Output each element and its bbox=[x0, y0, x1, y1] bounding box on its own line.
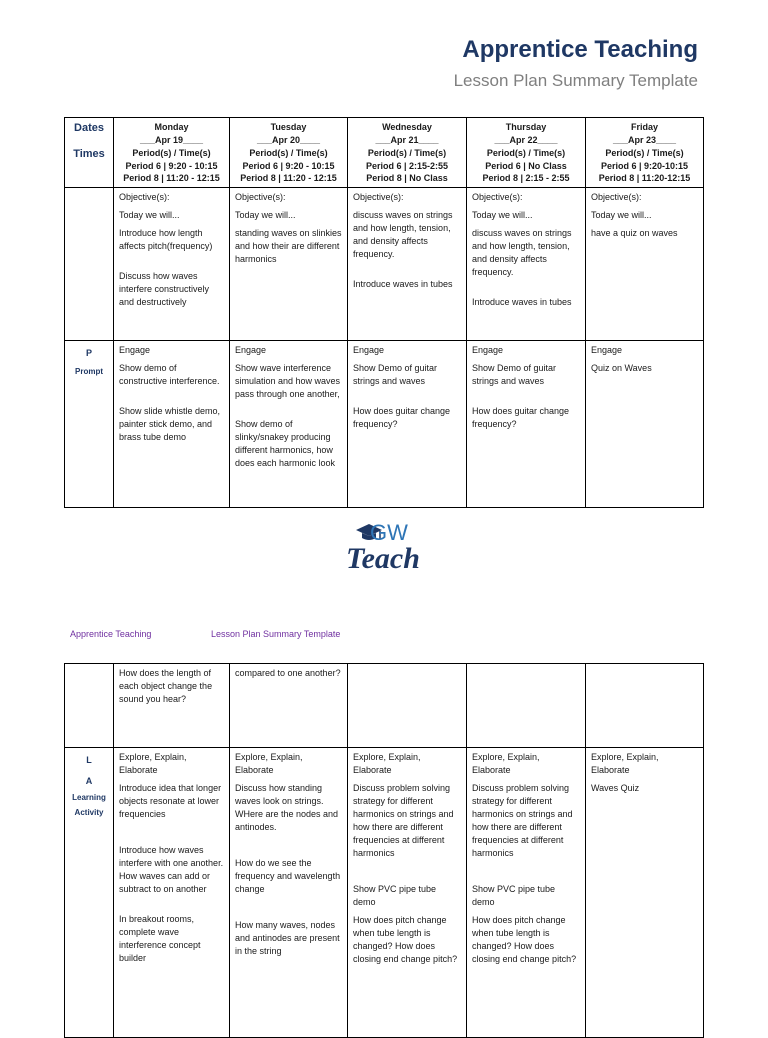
period-8-time: Period 8 | 2:15 - 2:55 bbox=[482, 173, 570, 183]
explore-text: Discuss problem solving strategy for different harmonics on strings and how there are different frequencies at different harmonics bbox=[472, 783, 573, 858]
day-name: Monday bbox=[154, 122, 189, 132]
period-heading: Period(s) / Time(s) bbox=[605, 148, 684, 158]
day-header-tuesday bbox=[230, 118, 348, 188]
continued-cell-thursday bbox=[467, 664, 586, 748]
explore-cell-monday bbox=[114, 748, 230, 1038]
period-8-time: Period 8 | No Class bbox=[366, 173, 448, 183]
explore-text: Introduce how waves interfere with one another. How waves can add or subtract to on another bbox=[119, 845, 224, 894]
engage-text: Show Demo of guitar strings and waves bbox=[353, 363, 438, 386]
engage-text: Quiz on Waves bbox=[591, 363, 652, 373]
engage-cell-friday bbox=[586, 341, 704, 508]
objective-text: Introduce how length affects pitch(frequency) bbox=[119, 228, 213, 251]
objective-cell-thursday bbox=[467, 188, 586, 341]
continued-text: compared to one another? bbox=[235, 668, 341, 678]
day-date: ___Apr 19____ bbox=[139, 135, 204, 145]
l-letter: L bbox=[86, 755, 92, 765]
objective-text: Today we will... bbox=[119, 210, 180, 220]
objective-text: Today we will... bbox=[591, 210, 652, 220]
times-label: Times bbox=[73, 148, 105, 160]
period-heading: Period(s) / Time(s) bbox=[486, 148, 566, 158]
day-name: Wednesday bbox=[382, 122, 432, 132]
period-8-time: Period 8 | 11:20-12:15 bbox=[598, 173, 691, 183]
prompt-label-cell bbox=[65, 341, 114, 508]
objective-text: discuss waves on strings and how length, tension, and density affects frequency. bbox=[472, 228, 572, 277]
table-row bbox=[65, 341, 704, 508]
period-8-time: Period 8 | 11:20 - 12:15 bbox=[240, 173, 337, 183]
objective-text: discuss waves on strings and how length, tension, and density affects frequency. bbox=[353, 210, 453, 259]
lesson-plan-table-bottom bbox=[64, 663, 704, 1038]
objectives-label-cell bbox=[65, 188, 114, 341]
objective-cell-monday bbox=[114, 188, 230, 341]
prompt-letter: P bbox=[85, 348, 92, 358]
objective-text: have a quiz on waves bbox=[591, 228, 678, 238]
objective-text: Introduce waves in tubes bbox=[472, 297, 572, 307]
explore-text: Waves Quiz bbox=[591, 783, 640, 793]
engage-cell-wednesday bbox=[348, 341, 467, 508]
dates-label: Dates bbox=[74, 122, 104, 134]
objective-cell-friday bbox=[586, 188, 704, 341]
day-date: ___Apr 23____ bbox=[612, 135, 677, 145]
continued-label-cell bbox=[65, 664, 114, 748]
explore-text: How does pitch change when tube length is changed? How does closing end change pitch? bbox=[353, 915, 458, 964]
engage-text: Show slide whistle demo, painter stick demo, and brass tube demo bbox=[119, 406, 221, 442]
logo-gw-text: GW bbox=[370, 520, 408, 545]
table-row bbox=[65, 664, 704, 748]
period-6-time: Period 6 | 9:20 - 10:15 bbox=[242, 161, 335, 171]
day-header-wednesday bbox=[348, 118, 467, 188]
explore-text: Show PVC pipe tube demo bbox=[472, 884, 556, 907]
explore-text: Introduce idea that longer objects resonate at lower frequencies bbox=[119, 783, 222, 819]
day-header-friday bbox=[586, 118, 704, 188]
logo-teach-text: Teach bbox=[346, 542, 420, 575]
engage-cell-monday bbox=[114, 341, 230, 508]
day-header-monday bbox=[114, 118, 230, 188]
engage-heading: Engage bbox=[472, 345, 504, 355]
engage-text: Show wave interference simulation and how waves pass through one another, bbox=[235, 363, 341, 399]
table-row bbox=[65, 748, 704, 1038]
day-date: ___Apr 20____ bbox=[256, 135, 321, 145]
explore-heading: Explore, Explain, Elaborate bbox=[472, 752, 540, 775]
activity-label: Activity bbox=[74, 808, 104, 817]
explore-cell-thursday bbox=[467, 748, 586, 1038]
engage-heading: Engage bbox=[235, 345, 267, 355]
objective-text: Discuss how waves interfere constructively and destructively bbox=[119, 271, 210, 307]
prompt-label: Prompt bbox=[75, 367, 103, 376]
explore-heading: Explore, Explain, Elaborate bbox=[119, 752, 187, 775]
engage-cell-tuesday bbox=[230, 341, 348, 508]
table-row bbox=[65, 118, 704, 188]
explore-heading: Explore, Explain, Elaborate bbox=[353, 752, 421, 775]
day-name: Tuesday bbox=[270, 122, 307, 132]
lesson-plan-table-top bbox=[64, 117, 704, 508]
objective-text: standing waves on slinkies and how their are different harmonics bbox=[235, 228, 342, 264]
explore-heading: Explore, Explain, Elaborate bbox=[591, 752, 659, 775]
explore-text: Discuss problem solving strategy for different harmonics on strings and how there are different frequencies at different harmonics bbox=[353, 783, 454, 858]
engage-heading: Engage bbox=[591, 345, 623, 355]
table-row bbox=[65, 188, 704, 341]
objective-heading: Objective(s): bbox=[119, 192, 170, 202]
engage-cell-thursday bbox=[467, 341, 586, 508]
page-subtitle: Lesson Plan Summary Template bbox=[453, 71, 698, 90]
engage-text: How does guitar change frequency? bbox=[353, 406, 451, 429]
learning-activity-label-cell bbox=[65, 748, 114, 1038]
explore-heading: Explore, Explain, Elaborate bbox=[235, 752, 303, 775]
engage-text: Show demo of constructive interference. bbox=[119, 363, 220, 386]
engage-heading: Engage bbox=[119, 345, 151, 355]
objective-heading: Objective(s): bbox=[591, 192, 642, 202]
continued-cell-tuesday bbox=[230, 664, 348, 748]
gw-teach-logo bbox=[340, 520, 440, 580]
page-title: Apprentice Teaching bbox=[462, 36, 698, 63]
period-heading: Period(s) / Time(s) bbox=[132, 148, 211, 158]
explore-cell-wednesday bbox=[348, 748, 467, 1038]
footer-right: Lesson Plan Summary Template bbox=[211, 629, 341, 639]
explore-text: Show PVC pipe tube demo bbox=[353, 884, 437, 907]
day-name: Thursday bbox=[505, 122, 547, 132]
explore-text: How does pitch change when tube length is changed? How does closing end change pitch? bbox=[472, 915, 577, 964]
objective-text: Today we will... bbox=[235, 210, 296, 220]
objective-cell-wednesday bbox=[348, 188, 467, 341]
period-8-time: Period 8 | 11:20 - 12:15 bbox=[123, 173, 220, 183]
continued-text: How does the length of each object change the sound you hear? bbox=[119, 668, 213, 704]
objective-heading: Objective(s): bbox=[235, 192, 286, 202]
explore-text: How many waves, nodes and antinodes are present in the string bbox=[235, 920, 340, 956]
continued-cell-monday bbox=[114, 664, 230, 748]
explore-text: Discuss how standing waves look on strings. WHere are the nodes and antinodes. bbox=[235, 783, 339, 832]
engage-heading: Engage bbox=[353, 345, 385, 355]
period-heading: Period(s) / Time(s) bbox=[367, 148, 447, 158]
day-name: Friday bbox=[630, 122, 658, 132]
objective-heading: Objective(s): bbox=[472, 192, 523, 202]
explore-cell-tuesday bbox=[230, 748, 348, 1038]
engage-text: How does guitar change frequency? bbox=[472, 406, 570, 429]
learning-label: Learning bbox=[72, 793, 106, 802]
day-date: ___Apr 22____ bbox=[494, 135, 558, 145]
explore-text: In breakout rooms, complete wave interference concept builder bbox=[119, 914, 201, 963]
period-6-time: Period 6 | No Class bbox=[485, 161, 567, 171]
objective-text: Introduce waves in tubes bbox=[353, 279, 453, 289]
period-6-time: Period 6 | 9:20 - 10:15 bbox=[125, 161, 218, 171]
continued-cell-friday bbox=[586, 664, 704, 748]
explore-text: How do we see the frequency and wavelength change bbox=[235, 858, 341, 894]
continued-cell-wednesday bbox=[348, 664, 467, 748]
period-6-time: Period 6 | 2:15-2:55 bbox=[365, 161, 449, 171]
a-letter: A bbox=[85, 776, 93, 786]
footer-left: Apprentice Teaching bbox=[70, 629, 152, 639]
period-heading: Period(s) / Time(s) bbox=[249, 148, 328, 158]
day-header-thursday bbox=[467, 118, 586, 188]
objective-cell-tuesday bbox=[230, 188, 348, 341]
period-6-time: Period 6 | 9:20-10:15 bbox=[600, 161, 689, 171]
explore-cell-friday bbox=[586, 748, 704, 1038]
dates-times-label-cell bbox=[65, 118, 114, 188]
day-date: ___Apr 21____ bbox=[375, 135, 439, 145]
engage-text: Show demo of slinky/snakey producing different harmonics, how does each harmonic look bbox=[235, 419, 336, 468]
engage-text: Show Demo of guitar strings and waves bbox=[472, 363, 557, 386]
objective-heading: Objective(s): bbox=[353, 192, 404, 202]
objective-text: Today we will... bbox=[472, 210, 533, 220]
